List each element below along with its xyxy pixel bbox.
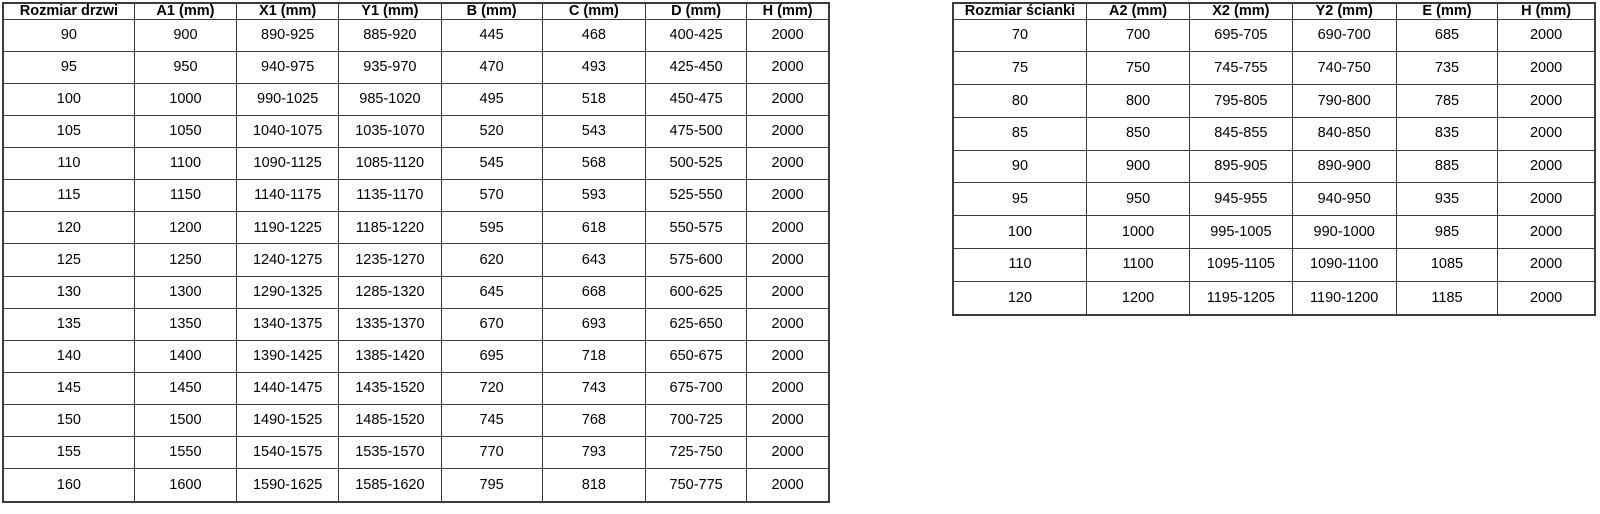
table-cell-5: 618 xyxy=(542,212,645,244)
table-cell-2: 1240-1275 xyxy=(237,244,339,276)
table-cell-5: 793 xyxy=(542,437,645,469)
table-cell-3: 1435-1520 xyxy=(339,372,441,404)
header-cell-0: Rozmiar drzwi xyxy=(3,3,134,19)
table-cell-7: 2000 xyxy=(747,19,829,51)
table-cell-3: 1285-1320 xyxy=(339,276,441,308)
table-cell-1: 1500 xyxy=(134,405,236,437)
table-cell-3: 1090-1100 xyxy=(1292,248,1396,281)
table-cell-0: 115 xyxy=(3,180,134,212)
table-cell-3: 1385-1420 xyxy=(339,340,441,372)
door-size-table xyxy=(2,2,830,503)
table-cell-4: 720 xyxy=(441,372,542,404)
table-cell-5: 668 xyxy=(542,276,645,308)
table-cell-4: 935 xyxy=(1396,183,1497,216)
table-cell-6: 425-450 xyxy=(646,51,747,83)
table-row xyxy=(953,183,1595,216)
table-row xyxy=(3,212,829,244)
table-cell-4: 645 xyxy=(441,276,542,308)
table-cell-2: 1090-1125 xyxy=(237,148,339,180)
table-cell-7: 2000 xyxy=(747,469,829,502)
table-cell-0: 70 xyxy=(953,19,1086,52)
table-cell-1: 1200 xyxy=(134,212,236,244)
table-row xyxy=(3,83,829,115)
table-cell-1: 1150 xyxy=(134,180,236,212)
table-cell-4: 545 xyxy=(441,148,542,180)
table-row xyxy=(3,244,829,276)
table-row xyxy=(3,340,829,372)
table-cell-1: 1200 xyxy=(1086,281,1189,315)
table-cell-0: 135 xyxy=(3,308,134,340)
table-cell-7: 2000 xyxy=(747,212,829,244)
table-cell-7: 2000 xyxy=(747,405,829,437)
table-cell-4: 570 xyxy=(441,180,542,212)
table-cell-2: 940-975 xyxy=(237,51,339,83)
table-row xyxy=(3,148,829,180)
table-cell-5: 593 xyxy=(542,180,645,212)
table-cell-5: 468 xyxy=(542,19,645,51)
table-cell-1: 1000 xyxy=(1086,216,1189,249)
table-cell-4: 495 xyxy=(441,83,542,115)
header-cell-3: Y2 (mm) xyxy=(1292,3,1396,19)
table-cell-5: 2000 xyxy=(1498,248,1595,281)
table-cell-2: 1340-1375 xyxy=(237,308,339,340)
table-cell-3: 790-800 xyxy=(1292,85,1396,118)
table-row xyxy=(3,308,829,340)
table-cell-4: 1085 xyxy=(1396,248,1497,281)
table-cell-4: 835 xyxy=(1396,117,1497,150)
table-cell-6: 575-600 xyxy=(646,244,747,276)
table-cell-6: 525-550 xyxy=(646,180,747,212)
header-cell-2: X2 (mm) xyxy=(1190,3,1292,19)
table-row xyxy=(3,51,829,83)
table-cell-3: 885-920 xyxy=(339,19,441,51)
table-cell-4: 445 xyxy=(441,19,542,51)
table-cell-2: 990-1025 xyxy=(237,83,339,115)
table-cell-3: 1135-1170 xyxy=(339,180,441,212)
table-cell-3: 935-970 xyxy=(339,51,441,83)
table-cell-0: 160 xyxy=(3,469,134,502)
wall-table-body xyxy=(953,19,1595,315)
table-cell-7: 2000 xyxy=(747,437,829,469)
table-cell-4: 620 xyxy=(441,244,542,276)
table-row xyxy=(953,52,1595,85)
table-cell-1: 1550 xyxy=(134,437,236,469)
table-cell-3: 1185-1220 xyxy=(339,212,441,244)
table-cell-2: 1195-1205 xyxy=(1190,281,1292,315)
header-cell-6: D (mm) xyxy=(646,3,747,19)
table-cell-6: 625-650 xyxy=(646,308,747,340)
table-cell-7: 2000 xyxy=(747,83,829,115)
table-cell-1: 1100 xyxy=(134,148,236,180)
table-cell-6: 725-750 xyxy=(646,437,747,469)
table-cell-4: 1185 xyxy=(1396,281,1497,315)
table-cell-2: 845-855 xyxy=(1190,117,1292,150)
header-cell-5: C (mm) xyxy=(542,3,645,19)
table-cell-2: 1440-1475 xyxy=(237,372,339,404)
header-cell-4: E (mm) xyxy=(1396,3,1497,19)
table-row xyxy=(3,405,829,437)
table-row xyxy=(3,115,829,147)
wall-table-header xyxy=(953,3,1595,19)
table-cell-2: 1490-1525 xyxy=(237,405,339,437)
table-cell-1: 700 xyxy=(1086,19,1189,52)
table-cell-4: 685 xyxy=(1396,19,1497,52)
table-cell-5: 2000 xyxy=(1498,281,1595,315)
table-cell-6: 475-500 xyxy=(646,115,747,147)
table-cell-4: 985 xyxy=(1396,216,1497,249)
table-cell-5: 2000 xyxy=(1498,19,1595,52)
table-cell-2: 1390-1425 xyxy=(237,340,339,372)
table-cell-0: 125 xyxy=(3,244,134,276)
table-cell-5: 2000 xyxy=(1498,150,1595,183)
table-row xyxy=(953,248,1595,281)
table-cell-5: 693 xyxy=(542,308,645,340)
table-cell-1: 750 xyxy=(1086,52,1189,85)
table-cell-2: 1040-1075 xyxy=(237,115,339,147)
table-cell-2: 1095-1105 xyxy=(1190,248,1292,281)
door-table-header xyxy=(3,3,829,19)
table-cell-6: 675-700 xyxy=(646,372,747,404)
table-cell-5: 2000 xyxy=(1498,52,1595,85)
table-cell-3: 1190-1200 xyxy=(1292,281,1396,315)
table-cell-7: 2000 xyxy=(747,244,829,276)
table-cell-5: 518 xyxy=(542,83,645,115)
table-cell-6: 550-575 xyxy=(646,212,747,244)
table-cell-3: 1035-1070 xyxy=(339,115,441,147)
table-cell-3: 690-700 xyxy=(1292,19,1396,52)
table-row xyxy=(3,372,829,404)
table-cell-0: 110 xyxy=(3,148,134,180)
header-cell-5: H (mm) xyxy=(1498,3,1595,19)
table-cell-5: 2000 xyxy=(1498,216,1595,249)
table-cell-0: 140 xyxy=(3,340,134,372)
table-cell-2: 745-755 xyxy=(1190,52,1292,85)
table-cell-6: 750-775 xyxy=(646,469,747,502)
table-cell-4: 735 xyxy=(1396,52,1497,85)
table-cell-5: 2000 xyxy=(1498,117,1595,150)
table-cell-5: 543 xyxy=(542,115,645,147)
table-cell-7: 2000 xyxy=(747,276,829,308)
table-cell-2: 1190-1225 xyxy=(237,212,339,244)
table-cell-1: 1450 xyxy=(134,372,236,404)
table-cell-0: 90 xyxy=(953,150,1086,183)
table-cell-1: 1000 xyxy=(134,83,236,115)
table-cell-0: 105 xyxy=(3,115,134,147)
table-header-row xyxy=(3,3,829,19)
table-cell-1: 900 xyxy=(134,19,236,51)
table-cell-0: 120 xyxy=(3,212,134,244)
table-cell-7: 2000 xyxy=(747,340,829,372)
table-cell-2: 1540-1575 xyxy=(237,437,339,469)
table-cell-7: 2000 xyxy=(747,372,829,404)
table-cell-6: 600-625 xyxy=(646,276,747,308)
table-cell-4: 785 xyxy=(1396,85,1497,118)
table-cell-0: 80 xyxy=(953,85,1086,118)
table-cell-3: 1535-1570 xyxy=(339,437,441,469)
table-cell-6: 450-475 xyxy=(646,83,747,115)
table-cell-3: 1585-1620 xyxy=(339,469,441,502)
table-cell-1: 950 xyxy=(134,51,236,83)
table-cell-4: 695 xyxy=(441,340,542,372)
table-cell-3: 1335-1370 xyxy=(339,308,441,340)
table-cell-0: 85 xyxy=(953,117,1086,150)
header-cell-7: H (mm) xyxy=(747,3,829,19)
table-cell-3: 840-850 xyxy=(1292,117,1396,150)
table-cell-6: 700-725 xyxy=(646,405,747,437)
table-cell-0: 130 xyxy=(3,276,134,308)
door-table-body xyxy=(3,19,829,502)
header-cell-2: X1 (mm) xyxy=(237,3,339,19)
table-cell-0: 90 xyxy=(3,19,134,51)
table-cell-6: 650-675 xyxy=(646,340,747,372)
table-cell-5: 768 xyxy=(542,405,645,437)
table-cell-2: 995-1005 xyxy=(1190,216,1292,249)
table-header-row xyxy=(953,3,1595,19)
table-cell-3: 740-750 xyxy=(1292,52,1396,85)
table-cell-4: 520 xyxy=(441,115,542,147)
table-cell-0: 95 xyxy=(953,183,1086,216)
wall-size-table xyxy=(952,2,1596,316)
table-cell-7: 2000 xyxy=(747,308,829,340)
table-cell-2: 695-705 xyxy=(1190,19,1292,52)
header-cell-1: A2 (mm) xyxy=(1086,3,1189,19)
table-cell-0: 110 xyxy=(953,248,1086,281)
header-cell-4: B (mm) xyxy=(441,3,542,19)
table-cell-1: 1100 xyxy=(1086,248,1189,281)
table-cell-6: 400-425 xyxy=(646,19,747,51)
table-cell-5: 2000 xyxy=(1498,183,1595,216)
table-cell-3: 1085-1120 xyxy=(339,148,441,180)
table-cell-4: 670 xyxy=(441,308,542,340)
table-cell-3: 890-900 xyxy=(1292,150,1396,183)
table-cell-5: 568 xyxy=(542,148,645,180)
table-cell-2: 895-905 xyxy=(1190,150,1292,183)
table-cell-4: 470 xyxy=(441,51,542,83)
table-row xyxy=(953,150,1595,183)
table-cell-7: 2000 xyxy=(747,148,829,180)
table-cell-1: 850 xyxy=(1086,117,1189,150)
table-cell-1: 800 xyxy=(1086,85,1189,118)
table-cell-2: 945-955 xyxy=(1190,183,1292,216)
table-cell-5: 743 xyxy=(542,372,645,404)
table-cell-5: 718 xyxy=(542,340,645,372)
table-cell-3: 990-1000 xyxy=(1292,216,1396,249)
table-cell-6: 500-525 xyxy=(646,148,747,180)
table-cell-0: 120 xyxy=(953,281,1086,315)
table-cell-1: 950 xyxy=(1086,183,1189,216)
table-row xyxy=(953,281,1595,315)
table-cell-5: 818 xyxy=(542,469,645,502)
table-cell-3: 1485-1520 xyxy=(339,405,441,437)
table-cell-4: 745 xyxy=(441,405,542,437)
table-cell-1: 1300 xyxy=(134,276,236,308)
table-cell-2: 795-805 xyxy=(1190,85,1292,118)
table-cell-2: 1290-1325 xyxy=(237,276,339,308)
table-cell-3: 985-1020 xyxy=(339,83,441,115)
table-cell-7: 2000 xyxy=(747,51,829,83)
table-cell-0: 150 xyxy=(3,405,134,437)
table-cell-7: 2000 xyxy=(747,180,829,212)
table-cell-0: 100 xyxy=(953,216,1086,249)
table-cell-0: 95 xyxy=(3,51,134,83)
table-row xyxy=(3,276,829,308)
table-row xyxy=(953,117,1595,150)
table-row xyxy=(3,469,829,502)
table-cell-3: 1235-1270 xyxy=(339,244,441,276)
table-cell-2: 890-925 xyxy=(237,19,339,51)
table-cell-4: 770 xyxy=(441,437,542,469)
table-cell-0: 75 xyxy=(953,52,1086,85)
table-row xyxy=(953,216,1595,249)
table-cell-4: 595 xyxy=(441,212,542,244)
table-cell-1: 1250 xyxy=(134,244,236,276)
header-cell-1: A1 (mm) xyxy=(134,3,236,19)
table-cell-5: 493 xyxy=(542,51,645,83)
table-cell-1: 1600 xyxy=(134,469,236,502)
header-cell-3: Y1 (mm) xyxy=(339,3,441,19)
table-cell-0: 155 xyxy=(3,437,134,469)
table-row xyxy=(3,437,829,469)
table-cell-3: 940-950 xyxy=(1292,183,1396,216)
table-cell-2: 1140-1175 xyxy=(237,180,339,212)
table-cell-4: 885 xyxy=(1396,150,1497,183)
table-cell-0: 100 xyxy=(3,83,134,115)
table-cell-1: 900 xyxy=(1086,150,1189,183)
header-cell-0: Rozmiar ścianki xyxy=(953,3,1086,19)
table-row xyxy=(953,19,1595,52)
table-cell-0: 145 xyxy=(3,372,134,404)
table-cell-7: 2000 xyxy=(747,115,829,147)
table-row xyxy=(3,19,829,51)
table-row xyxy=(3,180,829,212)
table-row xyxy=(953,85,1595,118)
table-cell-1: 1050 xyxy=(134,115,236,147)
table-cell-1: 1400 xyxy=(134,340,236,372)
table-cell-1: 1350 xyxy=(134,308,236,340)
table-cell-5: 643 xyxy=(542,244,645,276)
table-cell-5: 2000 xyxy=(1498,85,1595,118)
table-cell-2: 1590-1625 xyxy=(237,469,339,502)
table-cell-4: 795 xyxy=(441,469,542,502)
